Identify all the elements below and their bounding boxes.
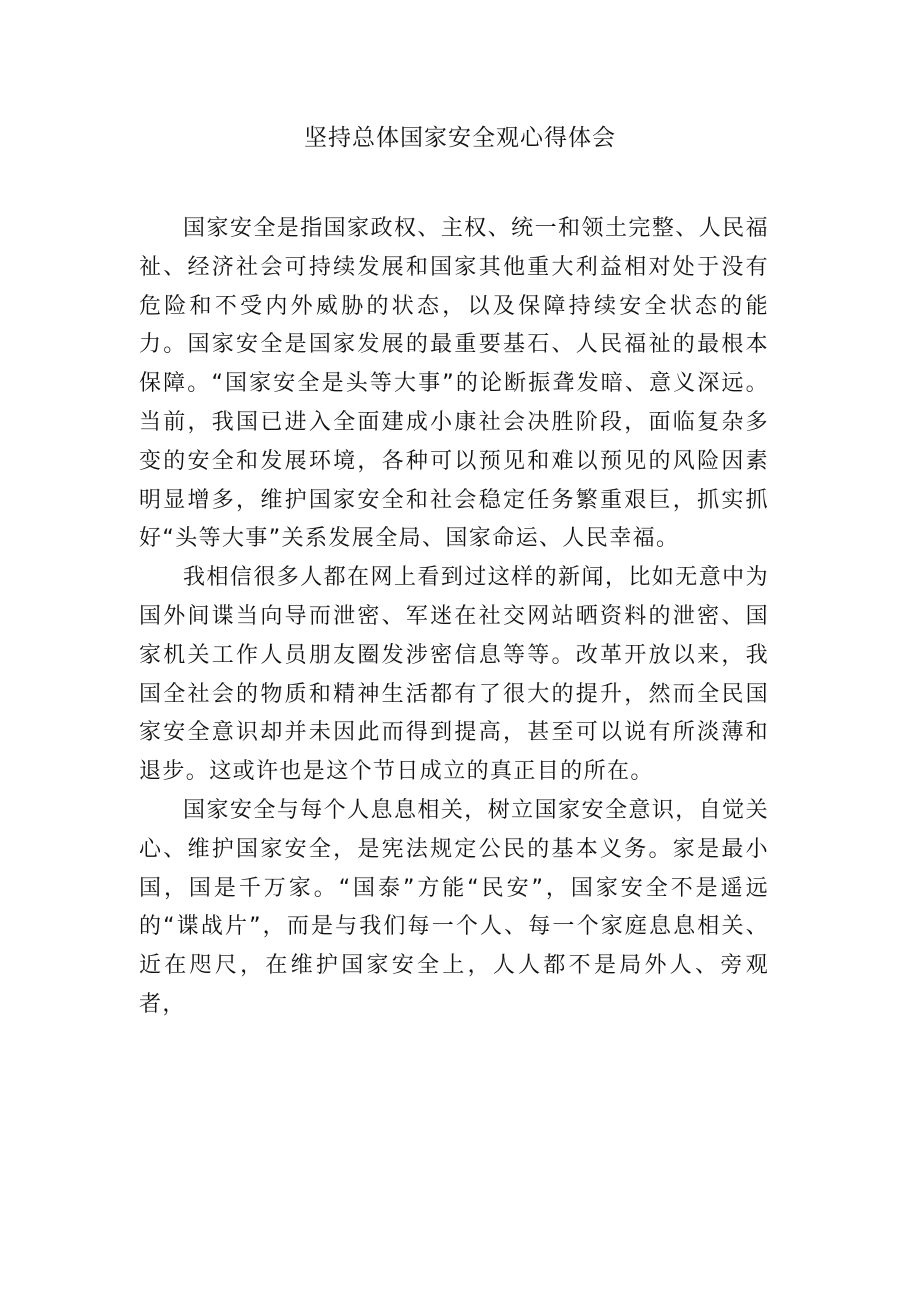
document-body xyxy=(139,210,769,1025)
paragraph-1: 国家安全是指国家政权、主权、统一和领土完整、人民福祉、经济社会可持续发展和国家其他重大利益相对处于没有危险和不受内外威胁的状态，以及保障持续安全状态的能力。国家安全是国家发展的最重要基石、人民福祉的最根本保障。“国家安全是头等大事”的论断振聋发暗、意义深远。当前，我国已进入全面建成小康社会决胜阶段，面临复杂多变的安全和发展环境，各种可以预见和难以预见的风险因素明显增多，维护国家安全和社会稳定任务繁重艰巨，抓实抓好“头等大事”关系发展全局、国家命运、人民幸福。 xyxy=(139,216,769,552)
paragraph-2: 我相信很多人都在网上看到过这样的新闻，比如无意中为国外间谍当向导而泄密、军迷在社交网站晒资料的泄密、国家机关工作人员朋友圈发涉密信息等等。改革开放以来，我国全社会的物质和精神生活都有了很大的提升，然而全民国家安全意识却并未因此而得到提高，甚至可以说有所淡薄和退步。这或许也是这个节日成立的真正目的所在。 xyxy=(139,565,769,785)
document-title: 坚持总体国家安全观心得体会 xyxy=(304,125,616,151)
paragraph-3: 国家安全与每个人息息相关，树立国家安全意识，自觉关心、维护国家安全，是宪法规定公民的基本义务。家是最小国，国是千万家。“国泰”方能“民安”，国家安全不是遥远的“谍战片”，而是与我们每一个人、每一个家庭息息相关、近在咫尺，在维护国家安全上，人人都不是局外人、旁观者， xyxy=(139,797,769,1017)
